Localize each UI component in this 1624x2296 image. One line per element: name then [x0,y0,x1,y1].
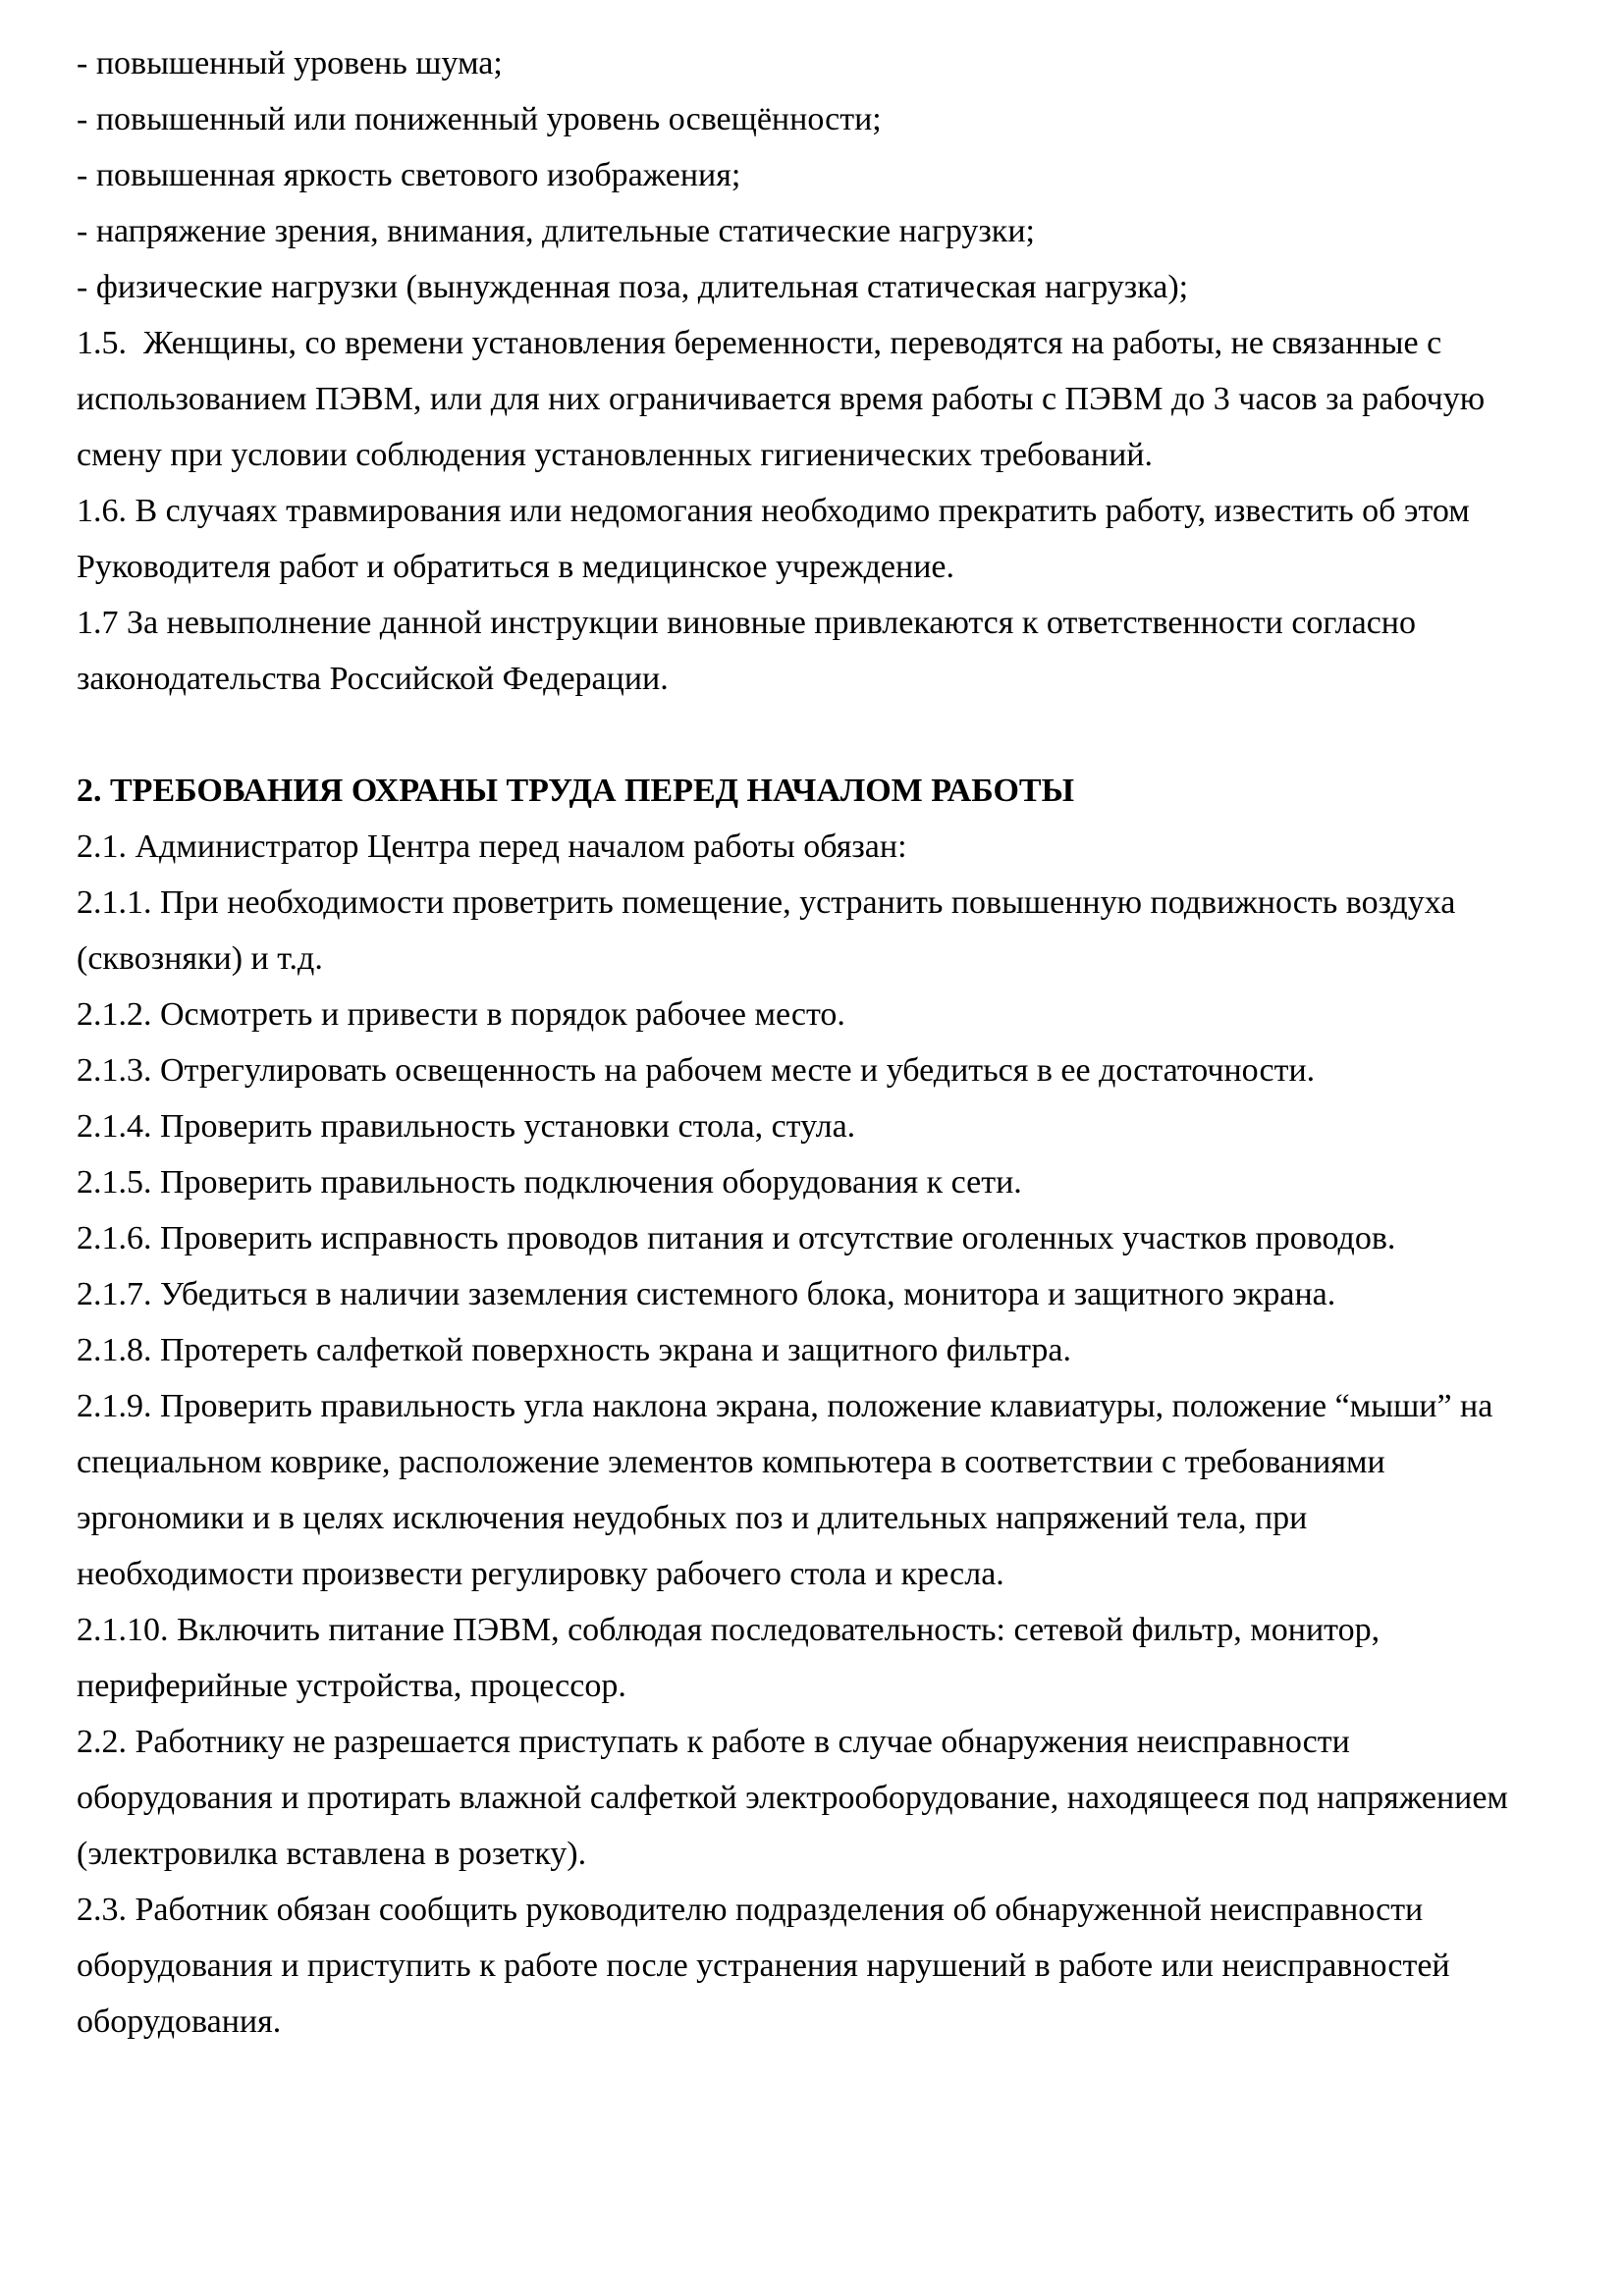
text-line: 2.1.8. Протереть салфеткой поверхность экрана и защитного фильтра. [77,1332,1071,1368]
text-line: использованием ПЭВМ, или для них ограничивается время работы с ПЭВМ до 3 часов за рабочую [77,381,1486,417]
text-line: 2.1.1. При необходимости проветрить помещение, устранить повышенную подвижность воздуха [77,884,1456,921]
text-line: 2.1.5. Проверить правильность подключения оборудования к сети. [77,1164,1022,1201]
text-line: 2.3. Работник обязан сообщить руководителю подразделения об обнаруженной неисправности [77,1892,1424,1928]
text-line: (электровилка вставлена в розетку). [77,1836,587,1872]
text-line: 1.5. Женщины, со времени установления беременности, переводятся на работы, не связанные с [77,325,1442,361]
text-line: Руководителя работ и обратиться в медицинское учреждение. [77,549,954,585]
text-line: эргономики и в целях исключения неудобных поз и длительных напряжений тела, при [77,1500,1308,1536]
blank-line [77,707,1565,763]
text-line: периферийные устройства, процессор. [77,1668,626,1704]
text-line: 2.1.6. Проверить исправность проводов питания и отсутствие оголенных участков проводов. [77,1220,1396,1256]
text-line: законодательства Российской Федерации. [77,661,669,697]
text-line: - напряжение зрения, внимания, длительные статические нагрузки; [77,213,1035,249]
text-line: необходимости произвести регулировку рабочего стола и кресла. [77,1556,1004,1592]
text-line: смену при условии соблюдения установленных гигиенических требований. [77,437,1153,473]
text-line: 2.1.3. Отрегулировать освещенность на рабочем месте и убедиться в ее достаточности. [77,1052,1316,1089]
document-body [77,35,1565,2050]
text-line: - физические нагрузки (вынужденная поза, длительная статическая нагрузка); [77,269,1189,305]
text-line: 2.1.9. Проверить правильность угла наклона экрана, положение клавиатуры, положение “мыши” на [77,1388,1493,1424]
text-line: 1.6. В случаях травмирования или недомогания необходимо прекратить работу, известить об этом [77,493,1470,529]
text-line: - повышенный уровень шума; [77,45,503,81]
text-line: (сквозняки) и т.д. [77,940,323,977]
text-line: оборудования и приступить к работе после устранения нарушений в работе или неисправностей [77,1948,1450,1984]
text-line: 2.1.4. Проверить правильность установки стола, стула. [77,1108,856,1145]
text-line: 2.2. Работнику не разрешается приступать к работе в случае обнаружения неисправности [77,1724,1350,1760]
text-line: 2.1.7. Убедиться в наличии заземления системного блока, монитора и защитного экрана. [77,1276,1336,1312]
text-line: 2.1. Администратор Центра перед началом работы обязан: [77,828,907,865]
section-heading: 2. ТРЕБОВАНИЯ ОХРАНЫ ТРУДА ПЕРЕД НАЧАЛОМ РАБОТЫ [77,773,1074,809]
text-line: оборудования и протирать влажной салфеткой электрооборудование, находящееся под напряжением [77,1780,1508,1816]
text-line: 1.7 За невыполнение данной инструкции виновные привлекаются к ответственности согласно [77,605,1416,641]
text-line: - повышенная яркость светового изображения; [77,157,741,193]
text-line: 2.1.10. Включить питание ПЭВМ, соблюдая последовательность: сетевой фильтр, монитор, [77,1612,1380,1648]
text-line: - повышенный или пониженный уровень освещённости; [77,101,882,137]
text-line: специальном коврике, расположение элементов компьютера в соответствии с требованиями [77,1444,1385,1480]
text-line: оборудования. [77,2003,282,2040]
text-line: 2.1.2. Осмотреть и привести в порядок рабочее место. [77,996,845,1033]
